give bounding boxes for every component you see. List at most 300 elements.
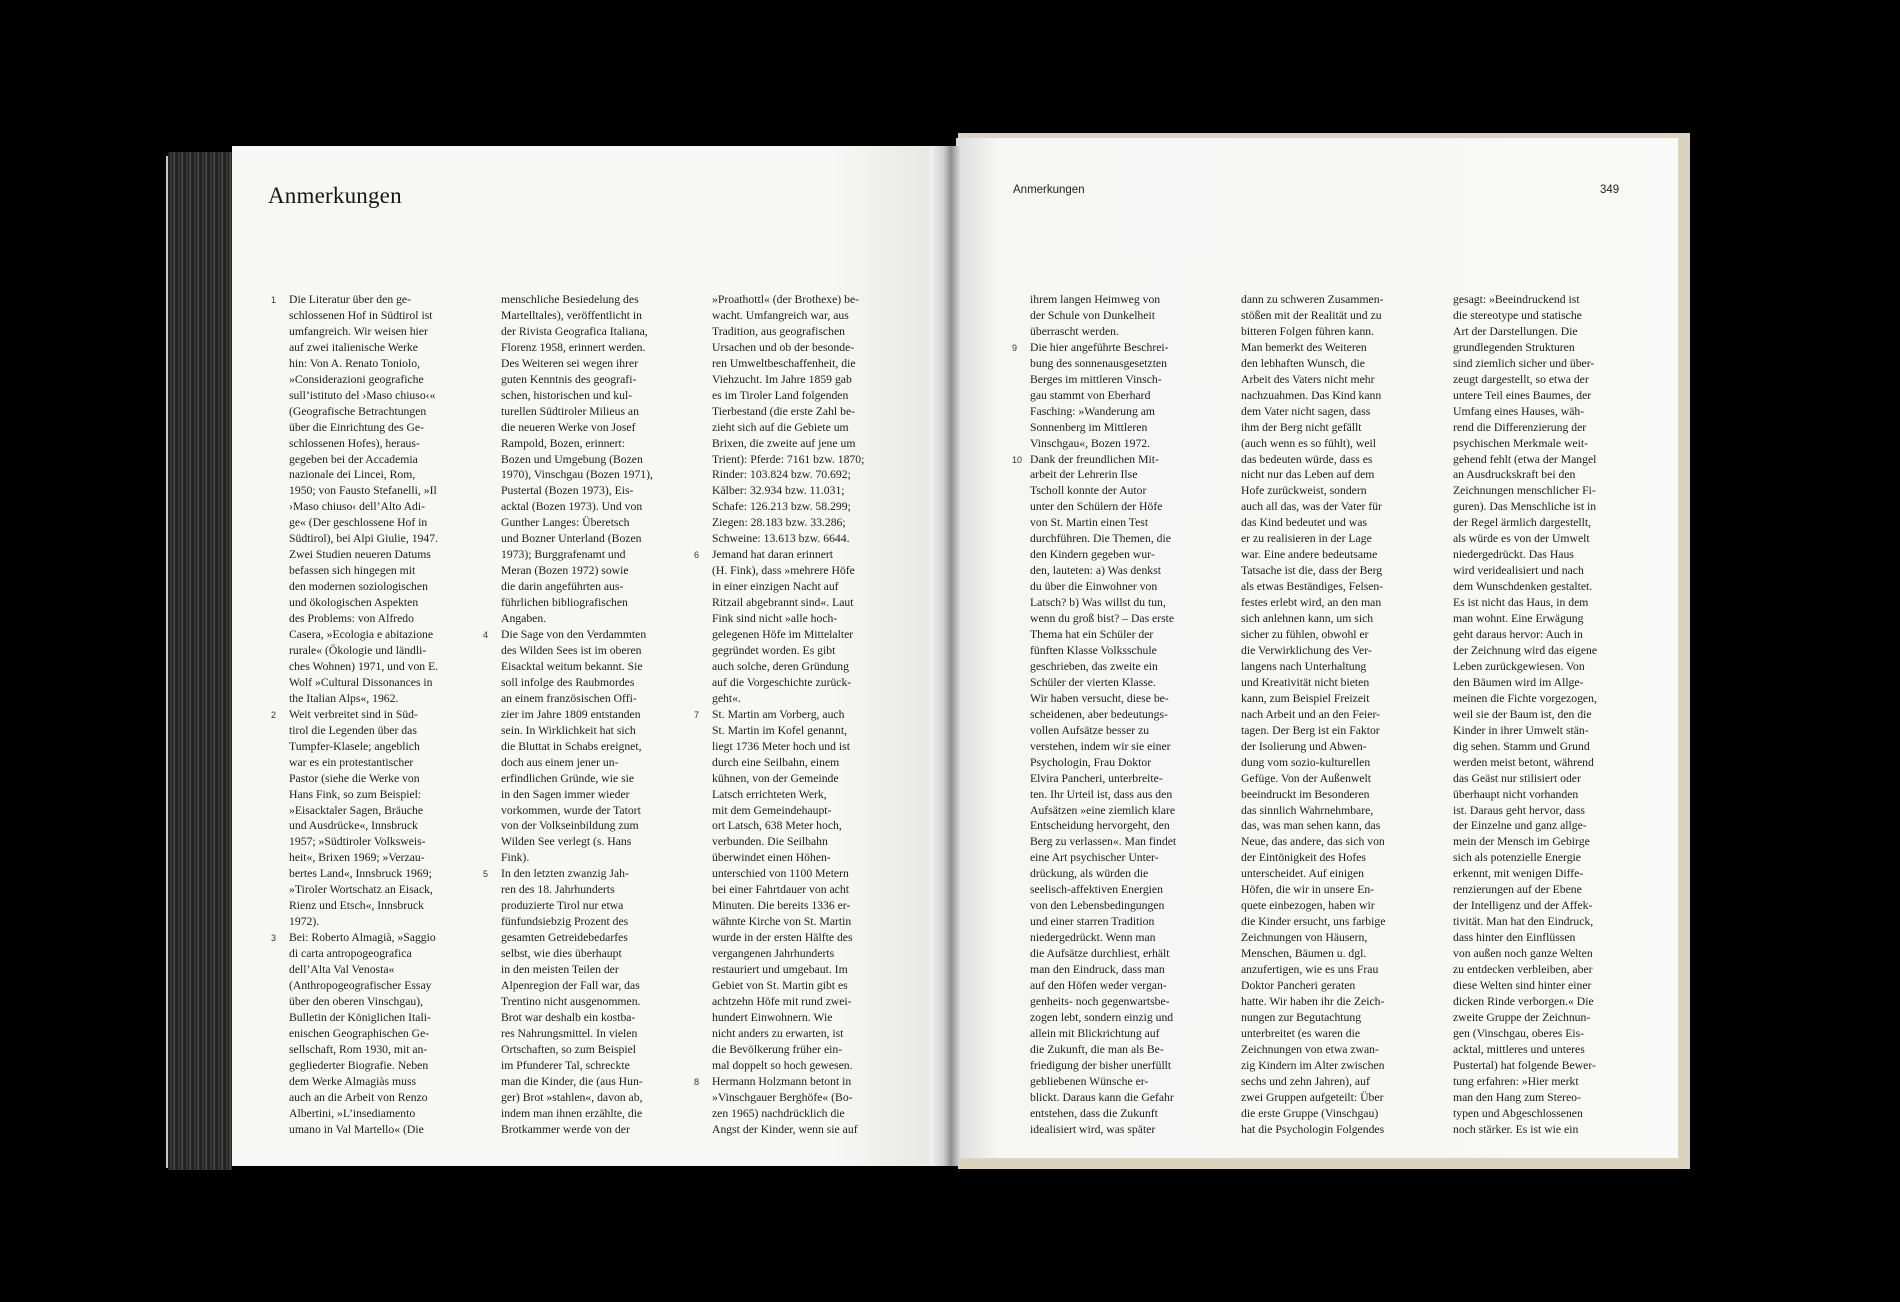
text-line: zen 1965) nachdrücklich die	[712, 1106, 845, 1120]
text-line: werden meist betont, während	[1453, 755, 1594, 769]
text-line: umano in Val Martello« (Die	[289, 1122, 424, 1136]
text-line: Pustertal (Bozen 1973), Eis-	[501, 484, 634, 498]
text-line: sind ziemlich sicher und über-	[1453, 356, 1595, 370]
text-line: dem Werke Almagiàs muss	[289, 1074, 417, 1088]
footnote-number: 3	[271, 933, 277, 944]
text-line: St. Martin im Kofel genannt,	[712, 723, 848, 737]
text-line: als etwas Beständiges, Felsen-	[1241, 580, 1384, 594]
text-line: überwindet einen Höhen-	[712, 851, 831, 865]
text-line: zig Kindern im Alter zwischen	[1241, 1058, 1385, 1072]
text-line: ihm der Berg nicht gefällt	[1241, 420, 1362, 434]
footnote-number: 6	[694, 550, 700, 561]
text-line: gegeben bei der Accademia	[289, 452, 418, 466]
text-line: Angaben.	[501, 612, 547, 626]
text-line: sechs und zehn Jahren), auf	[1241, 1074, 1370, 1088]
text-line: Trentino nicht ausgenommen.	[501, 994, 641, 1008]
chapter-title: Anmerkungen	[268, 183, 402, 208]
text-line: das Kind bedeutet und was	[1241, 516, 1367, 530]
text-line: Viehzucht. Im Jahre 1859 gab	[712, 372, 852, 386]
footnote	[271, 930, 469, 1137]
text-line: menschliche Besiedelung des	[501, 293, 639, 306]
text-line: Latsch errichteten Werk,	[712, 787, 827, 801]
text-line: fünfundsiebzig Prozent des	[501, 915, 629, 929]
text-line: durch eine Seilbahn, einem	[712, 755, 840, 769]
footnote-number: 4	[483, 630, 489, 641]
text-line: Neue, das andere, das sich von	[1241, 835, 1385, 849]
text-line: die Verwirklichung des Ver-	[1241, 643, 1372, 657]
text-line: Arbeit des Vaters nicht mehr	[1241, 372, 1375, 386]
text-line: Tscholl konnte der Autor	[1030, 484, 1147, 498]
text-line: noch stärker. Es ist wie ein	[1453, 1122, 1579, 1136]
text-line: quete einbezogen, haben wir	[1241, 899, 1375, 913]
footnote	[271, 292, 469, 707]
text-line: von den Lebensbedingungen	[1030, 899, 1165, 913]
text-line: hin: Von A. Renato Toniolo,	[289, 356, 421, 370]
text-line: Gefüge. Von der Außenwelt	[1241, 771, 1372, 785]
text-line: Aufsätzen »eine ziemlich klare	[1030, 803, 1176, 817]
text-line: »Proathottl« (der Brothexe) be-	[712, 293, 860, 306]
footnote	[694, 1074, 894, 1138]
text-line: nicht anders zu erwarten, ist	[712, 1026, 844, 1040]
text-line: »Tiroler Wortschatz an Eisack,	[289, 883, 433, 897]
text-line: wähnte Kirche von St. Martin	[712, 915, 852, 929]
text-line: ›Maso chiuso‹ dell’Alto Adi-	[289, 500, 426, 514]
text-line: vergangenen Jahrhunderts	[712, 947, 835, 961]
text-line: friedigung der bisher unerfüllt	[1030, 1058, 1172, 1072]
text-line: renzierungen auf der Ebene	[1453, 883, 1582, 897]
text-line: Fasching: »Wanderung am	[1030, 404, 1155, 418]
text-line: gegliederter Biografie. Neben	[289, 1058, 429, 1072]
text-line: kühnen, von der Gemeinde	[712, 771, 839, 785]
text-line: man wohnt. Eine Erwägung	[1453, 612, 1584, 626]
footnote	[1453, 292, 1633, 1138]
text-line: dem Vater nicht sagen, dass	[1241, 404, 1371, 418]
text-line: bitteren Folgen führen kann.	[1241, 324, 1375, 338]
text-line: durchführen. Die Themen, die	[1030, 532, 1171, 546]
text-line: wacht. Umfangreich war, aus	[712, 308, 849, 322]
running-head: Anmerkungen	[1013, 184, 1085, 196]
text-line: man die Kinder, die (aus Hun-	[501, 1074, 643, 1088]
text-line: die Aufsätze durchliest, erhält	[1030, 947, 1170, 961]
text-line: den modernen soziologischen	[289, 580, 428, 594]
text-line: tivität. Man hat den Eindruck,	[1453, 915, 1594, 929]
text-line: zwei Gruppen aufgeteilt: Über	[1241, 1090, 1384, 1104]
text-line: Menschen, Bäumen u. dgl.	[1241, 947, 1367, 961]
footnote	[1241, 292, 1421, 1138]
text-line: gegründet worden. Es gibt	[712, 643, 836, 657]
text-line: in den Sagen immer wieder	[501, 787, 630, 801]
text-line: Umfang eines Hauses, wäh-	[1453, 404, 1585, 418]
footnote	[712, 292, 894, 547]
left-column-3	[694, 292, 894, 1138]
text-line: führlichen bibliografischen	[501, 596, 628, 610]
text-line: sull’istituto del ›Maso chiuso‹«	[289, 388, 436, 402]
text-line: wenn du groß bist? – Das erste	[1030, 612, 1175, 626]
text-line: langens nach Unterhaltung	[1241, 659, 1367, 673]
left-column-2	[483, 292, 681, 1138]
text-line: überrascht werden.	[1030, 324, 1119, 338]
text-line: tirol die Legenden über das	[289, 723, 417, 737]
text-line: schen, historischen und kul-	[501, 388, 633, 402]
text-line: sein. In Wirklichkeit hat sich	[501, 723, 636, 737]
text-line: Brixen, die zweite auf jene um	[712, 436, 856, 450]
text-line: achtzehn Höfe mit rund zwei-	[712, 994, 852, 1008]
text-line: Bozen und Umgebung (Bozen	[501, 452, 643, 466]
text-line: 1957; »Südtiroler Volksweis-	[289, 835, 426, 849]
text-line: geht daraus hervor: Auch in	[1453, 628, 1583, 642]
text-line: ihrem langen Heimweg von	[1030, 293, 1161, 306]
text-line: Zeichnungen menschlicher Fi-	[1453, 484, 1596, 498]
text-line: meinen die Fichte vorgezogen,	[1453, 691, 1597, 705]
text-line: idealisiert wird, was später	[1030, 1122, 1156, 1136]
text-line: des Problems: von Alfredo	[289, 612, 414, 626]
text-line: auch solche, deren Gründung	[712, 659, 849, 673]
text-line: vollen Aufsätze besser zu	[1030, 723, 1150, 737]
text-line: Pustertal) hat folgende Bewer-	[1453, 1058, 1596, 1072]
text-line: geht«.	[712, 691, 741, 705]
footnote	[694, 707, 894, 1074]
text-line: Art der Darstellungen. Die	[1453, 324, 1578, 338]
text-line: »Considerazioni geografiche	[289, 372, 424, 386]
footnote	[1012, 340, 1210, 452]
footnote-number: 1	[271, 295, 277, 305]
text-line: Hermann Holzmann betont in	[712, 1074, 852, 1088]
text-line: verbunden. Die Seilbahn	[712, 835, 828, 849]
text-line: es im Tiroler Land folgenden	[712, 388, 849, 402]
text-line: wurde in der ersten Hälfte des	[712, 931, 853, 945]
text-line: scheidenen, aber bedeutungs-	[1030, 707, 1168, 721]
text-line: war. Eine andere bedeutsame	[1241, 548, 1378, 562]
text-line: Tradition, aus geografischen	[712, 324, 845, 338]
page-number: 349	[1600, 184, 1620, 196]
text-line: von St. Martin einen Test	[1030, 516, 1149, 530]
text-line: Pastor (siehe die Werke von	[289, 771, 420, 785]
text-line: 1973); Burggrafenamt und	[501, 548, 626, 562]
text-line: rurale« (Ökologie und ländli-	[289, 643, 427, 657]
text-line: das, was man sehen kann, das	[1241, 819, 1381, 833]
text-line: schlossenen Hof in Südtirol ist	[289, 308, 433, 322]
text-line: guten Kenntnis des geografi-	[501, 372, 637, 386]
text-line: den, lauteten: a) Was denkst	[1030, 564, 1161, 578]
text-line: dass hinter den Einflüssen	[1453, 931, 1576, 945]
text-line: nachzuahmen. Das Kind kann	[1241, 388, 1382, 402]
text-line: beeindruckt im Besonderen	[1241, 787, 1370, 801]
text-line: und Kreativität nicht bieten	[1241, 675, 1370, 689]
left-column-1	[271, 292, 469, 1138]
footnote	[483, 627, 681, 866]
text-line: Florenz 1958, erinnert werden.	[501, 340, 646, 354]
right-column-1	[1012, 292, 1210, 1138]
text-line: ches Wohnen) 1971, und von E.	[289, 659, 439, 673]
text-line: turellen Südtiroler Milieus an	[501, 404, 639, 418]
text-line: Hans Fink, so zum Beispiel:	[289, 787, 422, 801]
footnote	[694, 547, 894, 707]
text-line: gelegenen Höfe im Mittelalter	[712, 628, 854, 642]
text-line: das Geäst nur stilisiert oder	[1453, 771, 1581, 785]
text-line: ren Umweltbeschaffenheit, die	[712, 356, 856, 370]
text-line: den Bäumen wird im Allge-	[1453, 675, 1584, 689]
text-line: fünften Klasse Volksschule	[1030, 643, 1157, 657]
text-line: Südtirol), bei Alpi Giulie, 1947.	[289, 532, 439, 546]
text-line: überhaupt nicht vorhanden	[1453, 787, 1579, 801]
text-line: du über die Einwohner von	[1030, 580, 1158, 594]
text-line: gau stammt von Eberhard	[1030, 388, 1151, 402]
text-line: nungen zur Begutachtung	[1241, 1010, 1362, 1024]
text-line: St. Martin am Vorberg, auch	[712, 707, 845, 721]
text-line: Weit verbreitet sind in Süd-	[289, 707, 418, 721]
text-line: Schafe: 126.213 bzw. 58.299;	[712, 500, 851, 514]
text-line: dicken Rinde verborgen.« Die	[1453, 994, 1594, 1008]
text-line: unterscheidet. Auf einigen	[1241, 867, 1365, 881]
text-line: enischen Geographischen Ge-	[289, 1026, 430, 1040]
text-line: unterschied von 1100 Metern	[712, 867, 849, 881]
text-line: mit dem Gemeindehaupt-	[712, 803, 832, 817]
text-line: der Isolierung und Abwen-	[1241, 739, 1367, 753]
text-line: niedergedrückt. Das Haus	[1453, 548, 1574, 562]
footnote	[1012, 452, 1210, 1138]
text-line: »Vinschgauer Berghöfe« (Bo-	[712, 1090, 853, 1104]
text-line: Tatsache ist die, dass der Berg	[1241, 564, 1383, 578]
text-line: 1950; von Fausto Stefanelli, »Il	[289, 484, 437, 498]
text-line: Leben zurückgewiesen. Von	[1453, 659, 1585, 673]
text-line: bertes Land«, Innsbruck 1969;	[289, 867, 432, 881]
text-line: die Zukunft, die man als Be-	[1030, 1042, 1164, 1056]
footnote	[1030, 292, 1210, 340]
text-line: in den meisten Teilen der	[501, 963, 619, 977]
text-line: mein der Mensch im Gebirge	[1453, 835, 1590, 849]
text-line: im Pfunderer Tal, schreckte	[501, 1058, 630, 1072]
text-line: 1970), Vinschgau (Bozen 1971),	[501, 468, 653, 482]
text-line: Rinder: 103.824 bzw. 70.692;	[712, 468, 851, 482]
text-line: von außen noch ganze Welten	[1453, 947, 1593, 961]
text-line: der Intelligenz und der Affek-	[1453, 899, 1593, 913]
text-line: man den Eindruck, dass man	[1030, 963, 1165, 977]
text-line: arbeit der Lehrerin Ilse	[1030, 468, 1138, 482]
text-line: entstehen, dass die Zukunft	[1030, 1106, 1158, 1120]
text-line: kann, zum Beispiel Freizeit	[1241, 691, 1370, 705]
text-line: Trient): Pferde: 7161 bzw. 1870;	[712, 452, 865, 466]
text-line: (Geografische Betrachtungen	[289, 404, 427, 418]
text-line: Fink sind nicht »alle hoch-	[712, 612, 838, 626]
footnote-number: 2	[271, 709, 277, 720]
text-line: Rampold, Bozen, erinnert:	[501, 436, 625, 450]
text-line: Brot war deshalb ein kostba-	[501, 1010, 636, 1024]
text-line: Fink).	[501, 851, 530, 865]
text-line: anzufertigen, wie es uns Frau	[1241, 963, 1379, 977]
text-line: the Italian Alps«, 1962.	[289, 691, 399, 705]
text-line: Alpenregion der Fall war, das	[501, 978, 640, 992]
text-line: selbst, wie dies überhaupt	[501, 947, 622, 961]
text-line: Höfen, die wir in unsere En-	[1241, 883, 1375, 897]
text-line: der Eintönigkeit des Hofes	[1241, 851, 1366, 865]
text-line: der Einzelne und ganz allge-	[1453, 819, 1587, 833]
text-line: nazionale dei Lincei, Rom,	[289, 468, 416, 482]
text-line: tagen. Der Berg ist ein Faktor	[1241, 723, 1380, 737]
text-line: erkennt, mit wenigen Diffe-	[1453, 867, 1584, 881]
right-column-3	[1453, 292, 1633, 1138]
text-line: verstehen, indem wir sie einer	[1030, 739, 1171, 753]
text-line: er zu realisieren in der Lage	[1241, 532, 1372, 546]
text-line: zweite Gruppe der Zeichnun-	[1453, 1010, 1591, 1024]
text-line: grundlegenden Strukturen	[1453, 340, 1575, 354]
text-line: der Rivista Geografica Italiana,	[501, 324, 648, 338]
text-line: von der Volkseinbildung zum	[501, 819, 639, 833]
text-line: psychischen Merkmale weit-	[1453, 436, 1589, 450]
text-line: Doktor Pancheri geraten	[1241, 978, 1356, 992]
text-line: ren des 18. Jahrhunderts	[501, 883, 615, 897]
text-line: Wir haben versucht, diese be-	[1030, 691, 1169, 705]
text-line: doch aus einem jener un-	[501, 755, 619, 769]
text-line: hatte. Wir haben ihr die Zeich-	[1241, 994, 1385, 1008]
text-line: Es ist nicht das Haus, in dem	[1453, 596, 1589, 610]
text-line: mal doppelt so hoch gewesen.	[712, 1058, 853, 1072]
text-line: soll infolge des Raubmordes	[501, 675, 635, 689]
text-line: Ortschaften, so zum Beispiel	[501, 1042, 637, 1056]
text-line: die Bevölkerung früher ein-	[712, 1042, 843, 1056]
text-line: zogen lebt, sondern einzig und	[1030, 1010, 1174, 1024]
text-line: auf zwei italienische Werke	[289, 340, 418, 354]
text-line: sicher zu fühlen, obwohl er	[1241, 628, 1369, 642]
text-line: bei einer Fahrtdauer von acht	[712, 883, 849, 897]
text-line: Vinschgau«, Bozen 1972.	[1030, 436, 1151, 450]
text-line: gesamten Getreidebedarfes	[501, 931, 628, 945]
text-line: Minuten. Die bereits 1336 er-	[712, 899, 851, 913]
text-line: Rienz und Etsch«, Innsbruck	[289, 899, 425, 913]
text-line: Ziegen: 28.183 bzw. 33.286;	[712, 516, 846, 530]
text-line: Zeichnungen von Häusern,	[1241, 931, 1368, 945]
text-line: drückung, als würden die	[1030, 867, 1149, 881]
text-line: geschrieben, das zweite ein	[1030, 659, 1158, 673]
text-line: Casera, »Ecologia e abitazione	[289, 628, 434, 642]
text-line: Schweine: 13.613 bzw. 6644.	[712, 532, 850, 546]
text-line: der Regel ärmlich dargestellt,	[1453, 516, 1592, 530]
text-line: über die Einrichtung des Ge-	[289, 420, 425, 434]
text-line: diese Welten sind hinter einer	[1453, 978, 1592, 992]
text-line: den lebhaften Wunsch, die	[1241, 356, 1365, 370]
footnote-number: 9	[1012, 342, 1018, 353]
text-line: ort Latsch, 638 Meter hoch,	[712, 819, 842, 833]
text-line: Sonnenberg im Mittleren	[1030, 420, 1148, 434]
text-line: zeugt dargestellt, so etwa der	[1453, 372, 1589, 386]
text-line: genheits- noch gegenwartsbe-	[1030, 994, 1170, 1008]
text-line: 1972).	[289, 915, 320, 929]
text-line: ger) Brot »stahlen«, davon ab,	[501, 1090, 643, 1104]
text-line: dung vom sozio-kulturellen	[1241, 755, 1371, 769]
text-line: hundert Einwohnern. Wie	[712, 1010, 833, 1024]
text-line: gen (Vinschgau, oberes Eis-	[1453, 1026, 1585, 1040]
text-line: Gebiet von St. Martin gibt es	[712, 978, 848, 992]
text-line: res Nahrungsmittel. In vielen	[501, 1026, 638, 1040]
text-line: dann zu schweren Zusammen-	[1241, 293, 1384, 306]
text-line: eine Art psychischer Unter-	[1030, 851, 1159, 865]
text-line: Wolf »Cultural Dissonances in	[289, 675, 433, 689]
text-line: Bulletin der Königlichen Itali-	[289, 1010, 431, 1024]
text-line: der Schule von Dunkelheit	[1030, 308, 1155, 322]
text-line: »Eisacktaler Sagen, Bräuche	[289, 803, 424, 817]
text-line: in einer einzigen Nacht auf	[712, 580, 839, 594]
text-line: rend die Differenzierung der	[1453, 420, 1587, 434]
text-line: nach Arbeit und an den Feier-	[1241, 707, 1380, 721]
text-line: di carta antropogeografica	[289, 947, 412, 961]
text-line: In den letzten zwanzig Jah-	[501, 867, 629, 881]
text-line: dell’Alta Val Venosta«	[289, 963, 395, 977]
text-line: (Anthropogeografischer Essay	[289, 978, 432, 992]
text-line: des Wilden Sees ist im oberen	[501, 643, 642, 657]
text-line: gehend fehlt (etwa der Mangel	[1453, 452, 1597, 466]
text-line: (H. Fink), dass »mehrere Höfe	[712, 564, 855, 578]
text-line: das bedeuten würde, dass es	[1241, 452, 1373, 466]
text-line: Bei: Roberto Almagià, »Saggio	[289, 931, 436, 945]
page-stack-edge	[168, 152, 232, 1170]
text-line: Kälber: 32.934 bzw. 11.031;	[712, 484, 845, 498]
text-line: weil sie der Baum ist, den die	[1453, 707, 1592, 721]
text-line: auch all das, was der Vater für	[1241, 500, 1382, 514]
text-line: typen und Abgeschlossenen	[1453, 1106, 1583, 1120]
footnote-number: 7	[694, 709, 700, 720]
text-line: heit«, Brixen 1969; »Verzau-	[289, 851, 425, 865]
text-line: sich als potenzielle Energie	[1453, 851, 1581, 865]
text-line: an Ausdruckskraft bei den	[1453, 468, 1576, 482]
text-line: die Bluttat in Schabs ereignet,	[501, 739, 642, 753]
text-line: Wilden See verlegt (s. Hans	[501, 835, 632, 849]
text-line: produzierte Tirol nur etwa	[501, 899, 624, 913]
text-line: als würde es von der Umwelt	[1453, 532, 1590, 546]
text-line: die neueren Werke von Josef	[501, 420, 636, 434]
text-line: zieht sich auf die Gebiete um	[712, 420, 849, 434]
text-line: der Zeichnung wird das eigene	[1453, 643, 1598, 657]
text-line: Latsch? b) Was willst du tun,	[1030, 596, 1166, 610]
text-line: Die hier angeführte Beschrei-	[1030, 340, 1169, 354]
text-line: zier im Jahre 1809 entstanden	[501, 707, 641, 721]
text-line: Zwei Studien neueren Datums	[289, 548, 431, 562]
text-line: Tierbestand (die erste Zahl be-	[712, 404, 856, 418]
text-line: Gunther Langes: Überetsch	[501, 516, 630, 530]
text-line: Die Literatur über den ge-	[289, 293, 412, 306]
text-line: niedergedrückt. Wenn man	[1030, 931, 1156, 945]
text-line: die stereotype und statische	[1453, 308, 1582, 322]
text-line: unter den Schülern der Höfe	[1030, 500, 1163, 514]
text-line: auf die Vorgeschichte zurück-	[712, 675, 852, 689]
text-line: die Kinder ersucht, uns farbige	[1241, 915, 1386, 929]
text-line: über den oberen Vinschgau),	[289, 994, 424, 1008]
text-line: hat die Psychologin Folgendes	[1241, 1122, 1385, 1136]
text-line: vorkommen, wurde der Tatort	[501, 803, 641, 817]
text-line: festes erlebt wird, an den man	[1241, 596, 1382, 610]
text-line: befassen sich hingegen mit	[289, 564, 416, 578]
text-line: schlossenen Hofes), heraus-	[289, 436, 420, 450]
text-line: wird veridealisiert und nach	[1453, 564, 1584, 578]
text-line: Zeichnungen von etwa zwan-	[1241, 1042, 1379, 1056]
text-line: restauriert und umgebaut. Im	[712, 963, 848, 977]
text-line: sellschaft, Rom 1930, mit an-	[289, 1042, 428, 1056]
text-line: man den Hang zum Stereo-	[1453, 1090, 1581, 1104]
footnote-number: 10	[1012, 454, 1023, 465]
text-line: Entscheidung hervorgeht, den	[1030, 819, 1170, 833]
text-line: Hofe zurückweist, sondern	[1241, 484, 1367, 498]
text-line: Meran (Bozen 1972) sowie	[501, 564, 629, 578]
book-spine-gutter	[930, 146, 960, 1166]
text-line: Albertini, »L’insediamento	[289, 1106, 416, 1120]
text-line: Die Sage von den Verdammten	[501, 628, 647, 642]
text-line: Elvira Pancheri, unterbreite-	[1030, 771, 1163, 785]
text-line: an einem französischen Offi-	[501, 691, 637, 705]
text-line: die erste Gruppe (Vinschgau)	[1241, 1106, 1379, 1120]
text-line: ge« (Der geschlossene Hof in	[289, 516, 428, 530]
text-line: nicht nur das Leben auf dem	[1241, 468, 1375, 482]
text-line: und Ausdrücke«, Innsbruck	[289, 819, 418, 833]
text-line: tung erfahren: »Hier merkt	[1453, 1074, 1579, 1088]
text-line: untere Teil eines Baumes, der	[1453, 388, 1592, 402]
